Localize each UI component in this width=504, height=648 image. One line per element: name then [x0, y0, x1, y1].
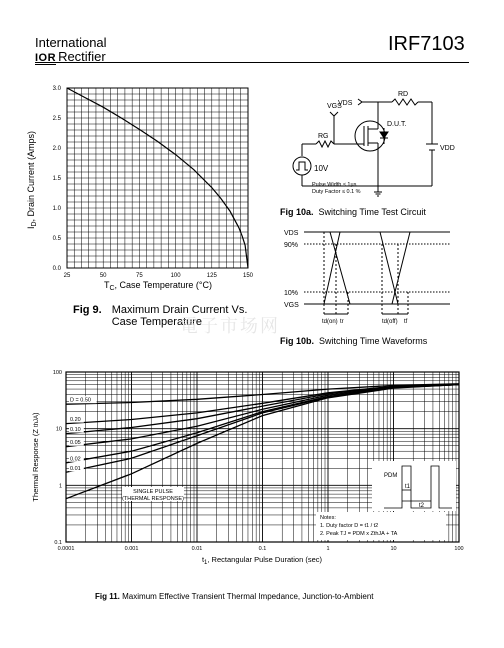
- fig11-caption: [95, 592, 374, 601]
- fig9-ytick: 2.0: [52, 146, 61, 152]
- circuit-rg: RG: [318, 133, 329, 140]
- fig9-ytick: 0.5: [52, 236, 61, 242]
- fig10b-label: Fig 10b.: [280, 336, 315, 346]
- fig9-xtick: 125: [206, 273, 217, 279]
- circuit-vgs: VGS: [327, 103, 342, 110]
- fig9-ytick: 1.5: [52, 176, 61, 182]
- fig11-series-label: D = 0.50: [70, 397, 91, 404]
- circuit-duty: Duty Factor ≤ 0.1 %: [312, 189, 361, 195]
- wf-vds: VDS: [284, 230, 299, 237]
- fig9-ytick: 3.0: [52, 86, 61, 92]
- fig9-xtick: 100: [170, 273, 181, 279]
- circuit-pulse-width: Pulse Width ≤ 1µs: [312, 182, 357, 188]
- fig9-label: Fig 9.: [73, 304, 102, 316]
- fig10a-circuit: [280, 86, 470, 204]
- fig10a-caption: [280, 207, 426, 217]
- fig11-xtick: 0.1: [258, 546, 267, 552]
- wf-10: 10%: [284, 290, 299, 297]
- fig11-series-label: 0.20: [70, 417, 81, 424]
- wf-tdon: td(on): [322, 319, 338, 325]
- fig11-series-label: 0.10: [70, 427, 81, 434]
- circuit-rd: RD: [398, 91, 409, 98]
- circuit-vdd: VDD: [440, 145, 455, 152]
- fig9-ytick: 2.5: [52, 116, 61, 122]
- fig11-caption-text: Maximum Effective Transient Thermal Impedance, Junction-to-Ambient: [122, 592, 374, 601]
- fig9-caption-line1: Maximum Drain Current Vs.: [111, 304, 248, 316]
- fig9-ylabel: $I_D$, Drain Current (Amps): [26, 130, 38, 230]
- fig9-xtick: 75: [136, 273, 143, 279]
- fig9-grid: [67, 88, 248, 268]
- fig11-series-label: 0.01: [70, 465, 81, 472]
- fig11-chart: [24, 362, 474, 577]
- fig9-xlabel: $T_C$, Case Temperature (°C): [103, 280, 213, 292]
- fig9-xtick: 25: [63, 273, 71, 279]
- fig9-ytick: 0.0: [52, 266, 61, 272]
- wf-tr: tr: [340, 319, 344, 325]
- fig11-xtick: 0.0001: [57, 546, 75, 552]
- wf-90: 90%: [284, 242, 299, 249]
- fig9-xtick: 50: [99, 273, 107, 279]
- fig11-note2: 2. Peak TJ = PDM x ZthJA + TA: [320, 531, 398, 537]
- fig10b-caption: [280, 336, 427, 346]
- fig11-single-pulse-1: SINGLE PULSE: [133, 489, 173, 495]
- fig11-notes-title: Notes:: [320, 515, 336, 521]
- company-line1: International: [35, 35, 107, 50]
- fig11-t2: t2: [419, 503, 425, 509]
- fig11-label: Fig 11.: [95, 592, 120, 601]
- circuit-vds: VDS: [338, 100, 353, 107]
- fig11-xtick: 0.01: [191, 546, 203, 552]
- fig11-inset: [372, 461, 456, 511]
- fig11-ytick: 100: [52, 370, 62, 376]
- fig11-note1: 1. Duty factor D = t1 / t2: [320, 523, 379, 529]
- fig11-ylabel: Thermal Response (Z thJA): [31, 412, 40, 502]
- company-name: [35, 36, 107, 65]
- wf-vgs: VGS: [284, 302, 299, 309]
- fig9-chart: [20, 80, 270, 295]
- fig11-single-pulse-2: (THERMAL RESPONSE): [122, 496, 184, 502]
- fig11-pdm: PDM: [384, 473, 398, 479]
- fig11-ytick: 10: [55, 426, 62, 433]
- fig11-series-label: 0.05: [70, 440, 81, 447]
- circuit-pulse-amp: 10V: [314, 164, 329, 173]
- fig10a-label: Fig 10a.: [280, 207, 314, 217]
- fig9-xtick: 150: [242, 273, 254, 279]
- part-number: IRF7103: [388, 33, 465, 55]
- fig10b-caption-text: Switching Time Waveforms: [319, 336, 428, 346]
- fig9-caption-line2: Case Temperature: [111, 316, 203, 328]
- fig11-xlabel: $t_1$, Rectangular Pulse Duration (sec): [201, 555, 323, 566]
- fig11-ytick: 0.1: [54, 540, 62, 546]
- fig11-xtick: 0.001: [124, 546, 139, 552]
- fig11-xtick: 10: [390, 546, 397, 552]
- circuit-dut: D.U.T.: [387, 121, 407, 128]
- fig10b-waveforms: [280, 226, 470, 354]
- header-rule: [35, 62, 469, 63]
- fig11-t1: t1: [405, 484, 411, 490]
- fig10a-caption-text: Switching Time Test Circuit: [318, 207, 426, 217]
- company-line2: Rectifier: [58, 49, 106, 64]
- fig9-ytick: 1.0: [52, 206, 61, 212]
- fig11-xtick: 1: [326, 546, 330, 552]
- wf-tf: tf: [404, 319, 408, 325]
- fig11-series-label: 0.02: [70, 456, 81, 463]
- watermark: 電子市场网: [180, 316, 280, 337]
- fig11-xtick: 100: [454, 546, 464, 552]
- company-logo: IOR: [35, 52, 57, 64]
- wf-tdoff: td(off): [382, 319, 398, 325]
- fig11-ytick: 1: [58, 483, 62, 490]
